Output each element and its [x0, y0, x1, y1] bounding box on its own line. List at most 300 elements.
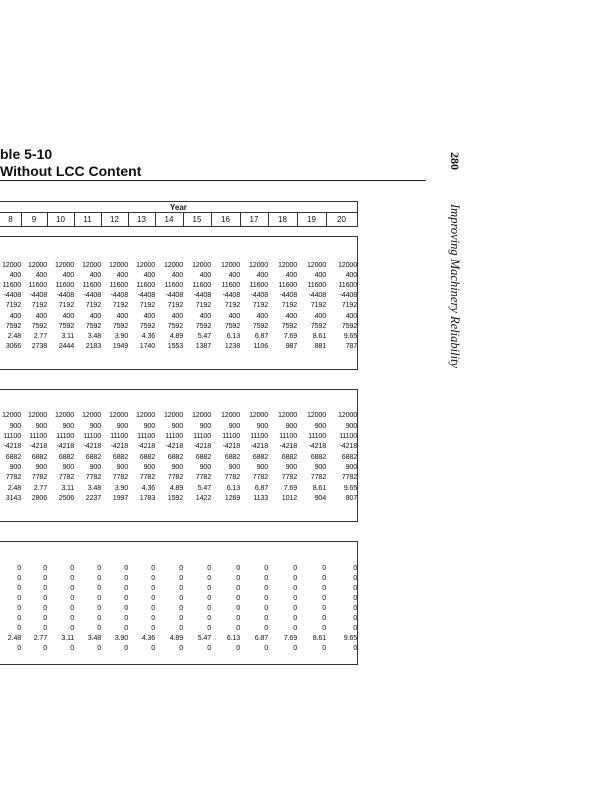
- table-cell: 12000: [307, 260, 326, 269]
- table-cell: 0: [124, 593, 128, 602]
- table-cell: 7592: [58, 321, 74, 330]
- table-cell: 0: [17, 613, 21, 622]
- table-cell: 5.47: [197, 633, 211, 642]
- table-cell: 7192: [310, 300, 326, 309]
- table-cell: 7592: [139, 321, 155, 330]
- table-cell: 0: [353, 593, 357, 602]
- table-cell: 12000: [109, 410, 128, 419]
- year-column-header: 11: [83, 215, 92, 224]
- table-cell: 0: [236, 613, 240, 622]
- table-cell: 2506: [58, 493, 74, 502]
- table-cell: 900: [199, 462, 211, 471]
- table-cell: 900: [345, 462, 357, 471]
- table-cell: 7192: [5, 300, 21, 309]
- table-cell: -4218: [193, 441, 211, 450]
- table-cell: 0: [236, 583, 240, 592]
- table-cell: 0: [70, 573, 74, 582]
- table-cell: 0: [207, 643, 211, 652]
- table-cell: 12000: [55, 260, 74, 269]
- table-cell: 12000: [2, 410, 21, 419]
- table-cell: 987: [285, 341, 297, 350]
- table-cell: 7782: [252, 472, 268, 481]
- table-cell: 11600: [307, 280, 326, 289]
- year-column-header: 12: [110, 215, 119, 224]
- table-cell: 0: [151, 583, 155, 592]
- table-cell: 900: [256, 421, 268, 430]
- table-cell: 11100: [279, 431, 297, 440]
- table-cell: 2.77: [33, 633, 47, 642]
- year-column-header: 18: [278, 215, 287, 224]
- table-cell: 7782: [310, 472, 326, 481]
- table-cell: -4218: [83, 441, 101, 450]
- table-cell: 12000: [307, 410, 326, 419]
- table-cell: 2183: [85, 341, 101, 350]
- table-cell: 8.61: [312, 633, 326, 642]
- table-cell: 400: [199, 270, 211, 279]
- table-cell: -4408: [193, 290, 211, 299]
- table-cell: 0: [151, 573, 155, 582]
- table-cell: 400: [171, 311, 183, 320]
- table-cell: 900: [35, 462, 47, 471]
- table-cell: 900: [199, 421, 211, 430]
- table-cell: 7782: [341, 472, 357, 481]
- table-cell: 11600: [109, 280, 128, 289]
- table-cell: 3.11: [61, 633, 74, 642]
- table-cell: 7592: [167, 321, 183, 330]
- table-cell: 6882: [58, 452, 74, 461]
- table-cell: 1553: [167, 341, 183, 350]
- table-cell: 0: [264, 593, 268, 602]
- table-cell: 400: [9, 270, 21, 279]
- table-cell: 4.89: [169, 483, 183, 492]
- table-cell: 6882: [281, 452, 297, 461]
- table-cell: 900: [314, 421, 326, 430]
- table-caption: [0, 146, 141, 180]
- table-cell: 11600: [278, 280, 297, 289]
- table-cell: 12000: [136, 410, 155, 419]
- table-cell: -4408: [308, 290, 326, 299]
- year-column-header: 9: [31, 215, 37, 224]
- table-cell: 900: [314, 462, 326, 471]
- table-cell: 0: [17, 603, 21, 612]
- table-cell: 4.36: [141, 483, 155, 492]
- table-cell: 7192: [341, 300, 357, 309]
- table-cell: 7.69: [283, 331, 297, 340]
- table-cell: 11100: [29, 431, 47, 440]
- table-cell: -4218: [165, 441, 183, 450]
- table-cell: 1133: [253, 493, 268, 502]
- table-cell: 11600: [28, 280, 47, 289]
- table-cell: 3.48: [87, 633, 101, 642]
- table-cell: 0: [207, 603, 211, 612]
- table-cell: 11100: [250, 431, 268, 440]
- table-cell: 0: [179, 613, 183, 622]
- table-cell: 9.65: [343, 331, 357, 340]
- table-title: Without LCC Content: [0, 163, 142, 179]
- table-cell: 0: [17, 573, 21, 582]
- table-cell: 1012: [281, 493, 297, 502]
- table-cell: 0: [124, 643, 128, 652]
- table-cell: 400: [89, 311, 101, 320]
- table-cell: 7782: [112, 472, 128, 481]
- year-column-header: 17: [249, 215, 259, 224]
- table-cell: 3143: [5, 493, 21, 502]
- table-cell: 12000: [338, 410, 357, 419]
- table-cell: 6882: [139, 452, 155, 461]
- year-column-header: 8: [8, 215, 13, 224]
- table-cell: 12000: [28, 410, 47, 419]
- table-cell: 11600: [192, 280, 211, 289]
- table-cell: 0: [43, 593, 47, 602]
- table-cell: 904: [314, 493, 326, 502]
- table-cell: 900: [228, 421, 240, 430]
- table-cell: 900: [285, 421, 297, 430]
- table-cell: 0: [264, 643, 268, 652]
- table-cell: 0: [151, 603, 155, 612]
- table-cell: 0: [179, 603, 183, 612]
- table-cell: 0: [322, 593, 326, 602]
- table-cell: 400: [143, 270, 155, 279]
- table-cell: 11600: [2, 280, 21, 289]
- table-cell: -4408: [279, 290, 297, 299]
- table-panel-3: [0, 541, 358, 665]
- table-cell: 1269: [224, 493, 240, 502]
- table-cell: 7592: [31, 321, 47, 330]
- table-cell: 0: [322, 643, 326, 652]
- table-cell: 9.65: [343, 633, 357, 642]
- table-cell: 11100: [339, 431, 357, 440]
- table-cell: 7782: [58, 472, 74, 481]
- table-cell: 0: [293, 593, 297, 602]
- table-cell: 0: [151, 563, 155, 572]
- table-cell: 11600: [164, 280, 183, 289]
- table-cell: 900: [171, 462, 183, 471]
- table-cell: 1238: [224, 341, 240, 350]
- table-cell: 11600: [249, 280, 268, 289]
- table-cell: 0: [70, 643, 74, 652]
- table-cell: 6.87: [254, 483, 268, 492]
- table-cell: 0: [207, 623, 211, 632]
- table-cell: 0: [97, 573, 101, 582]
- table-cell: 0: [322, 623, 326, 632]
- table-cell: 7592: [112, 321, 128, 330]
- table-cell: 0: [179, 643, 183, 652]
- table-cell: 0: [70, 583, 74, 592]
- table-cell: 12000: [82, 410, 101, 419]
- table-cell: 400: [285, 311, 297, 320]
- table-cell: 7592: [281, 321, 297, 330]
- table-cell: 400: [116, 311, 128, 320]
- table-cell: 0: [207, 573, 211, 582]
- table-cell: -4218: [56, 441, 74, 450]
- table-cell: 1740: [139, 341, 155, 350]
- table-cell: 7192: [31, 300, 47, 309]
- year-rule: [0, 212, 358, 213]
- table-cell: -4408: [222, 290, 240, 299]
- table-cell: 11100: [56, 431, 74, 440]
- table-cell: -4408: [3, 290, 21, 299]
- running-head: [442, 152, 472, 402]
- table-cell: 7.69: [283, 633, 297, 642]
- year-column-header: 19: [307, 215, 316, 224]
- table-cell: 7592: [224, 321, 240, 330]
- table-cell: 7.69: [283, 483, 297, 492]
- table-cell: 0: [264, 573, 268, 582]
- table-cell: 12000: [249, 410, 268, 419]
- table-cell: 0: [97, 643, 101, 652]
- table-cell: 0: [179, 593, 183, 602]
- table-cell: 7192: [252, 300, 268, 309]
- table-cell: 4.89: [169, 633, 183, 642]
- table-cell: 400: [9, 311, 21, 320]
- table-cell: 11600: [221, 280, 240, 289]
- table-cell: 1387: [195, 341, 211, 350]
- table-cell: 0: [179, 573, 183, 582]
- table-cell: 3066: [5, 341, 21, 350]
- table-cell: 7782: [281, 472, 297, 481]
- table-cell: 11600: [55, 280, 74, 289]
- table-cell: 0: [293, 573, 297, 582]
- table-cell: 0: [43, 583, 47, 592]
- table-cell: 900: [285, 462, 297, 471]
- table-cell: 1997: [112, 493, 128, 502]
- table-cell: 0: [151, 613, 155, 622]
- table-cell: 11600: [338, 280, 357, 289]
- table-cell: 900: [143, 462, 155, 471]
- table-cell: 6.13: [226, 331, 240, 340]
- table-cell: 12000: [221, 410, 240, 419]
- table-cell: 400: [62, 270, 74, 279]
- table-cell: 900: [228, 462, 240, 471]
- table-cell: 0: [264, 583, 268, 592]
- table-cell: 400: [228, 270, 240, 279]
- table-cell: 0: [236, 603, 240, 612]
- table-cell: -4218: [250, 441, 268, 450]
- table-cell: 787: [345, 341, 357, 350]
- table-cell: 0: [17, 623, 21, 632]
- table-cell: 0: [151, 643, 155, 652]
- table-cell: 7592: [85, 321, 101, 330]
- table-cell: 900: [116, 421, 128, 430]
- table-cell: 807: [345, 493, 357, 502]
- table-cell: 900: [35, 421, 47, 430]
- table-cell: -4218: [339, 441, 357, 450]
- table-cell: 0: [264, 603, 268, 612]
- table-cell: 0: [124, 563, 128, 572]
- table-cell: 6882: [252, 452, 268, 461]
- table-cell: 6882: [112, 452, 128, 461]
- table-cell: 0: [236, 573, 240, 582]
- table-panel-1: [0, 236, 358, 370]
- table-cell: 900: [62, 462, 74, 471]
- page-number: 280: [448, 152, 462, 170]
- table-cell: 12000: [164, 260, 183, 269]
- table-cell: 6.13: [226, 483, 240, 492]
- table-cell: 0: [264, 563, 268, 572]
- table-cell: 0: [70, 563, 74, 572]
- table-cell: 7782: [224, 472, 240, 481]
- table-cell: 0: [322, 563, 326, 572]
- table-cell: 3.90: [114, 633, 128, 642]
- table-cell: 7782: [167, 472, 183, 481]
- table-cell: 0: [322, 583, 326, 592]
- table-cell: 400: [143, 311, 155, 320]
- table-cell: 0: [293, 623, 297, 632]
- table-cell: 12000: [278, 260, 297, 269]
- table-cell: 0: [236, 623, 240, 632]
- year-column-header: 15: [192, 215, 202, 224]
- table-cell: 0: [353, 583, 357, 592]
- table-cell: 7192: [195, 300, 211, 309]
- table-cell: 12000: [28, 260, 47, 269]
- table-cell: 12000: [2, 260, 21, 269]
- table-cell: 400: [35, 311, 47, 320]
- table-cell: 0: [353, 643, 357, 652]
- table-cell: 12000: [249, 260, 268, 269]
- table-cell: 12000: [55, 410, 74, 419]
- table-cell: 12000: [136, 260, 155, 269]
- year-column-header: 16: [221, 215, 230, 224]
- table-cell: 7192: [167, 300, 183, 309]
- table-cell: 0: [179, 623, 183, 632]
- table-cell: 0: [353, 603, 357, 612]
- table-cell: 881: [314, 341, 326, 350]
- table-cell: 0: [70, 613, 74, 622]
- table-cell: 0: [124, 623, 128, 632]
- table-cell: 0: [293, 603, 297, 612]
- table-cell: 0: [353, 573, 357, 582]
- table-cell: 2.48: [7, 331, 21, 340]
- table-cell: 0: [43, 623, 47, 632]
- table-cell: 0: [124, 573, 128, 582]
- table-cell: 1592: [167, 493, 183, 502]
- table-cell: 0: [236, 563, 240, 572]
- table-cell: 11100: [308, 431, 326, 440]
- table-cell: 0: [43, 563, 47, 572]
- table-cell: 12000: [221, 260, 240, 269]
- table-cell: -4408: [137, 290, 155, 299]
- table-cell: 1949: [112, 341, 128, 350]
- table-cell: 0: [207, 583, 211, 592]
- table-cell: 7782: [85, 472, 101, 481]
- table-cell: 12000: [338, 260, 357, 269]
- table-cell: -4218: [308, 441, 326, 450]
- table-cell: 7592: [252, 321, 268, 330]
- table-cell: 0: [17, 643, 21, 652]
- table-cell: -4408: [29, 290, 47, 299]
- table-cell: 7592: [195, 321, 211, 330]
- table-cell: 1422: [195, 493, 211, 502]
- table-cell: -4218: [3, 441, 21, 450]
- table-cell: 12000: [192, 260, 211, 269]
- table-cell: 0: [70, 603, 74, 612]
- table-cell: 0: [179, 583, 183, 592]
- table-cell: 11100: [83, 431, 101, 440]
- table-cell: 7782: [139, 472, 155, 481]
- table-cell: 3.11: [61, 483, 74, 492]
- table-cell: -4218: [110, 441, 128, 450]
- table-cell: 0: [17, 593, 21, 602]
- table-cell: 11100: [222, 431, 240, 440]
- table-cell: 2806: [31, 493, 47, 502]
- table-cell: 12000: [82, 260, 101, 269]
- table-cell: 0: [353, 563, 357, 572]
- table-cell: 0: [43, 573, 47, 582]
- table-cell: 400: [256, 311, 268, 320]
- table-cell: 4.89: [169, 331, 183, 340]
- year-column-header: 13: [137, 215, 146, 224]
- table-cell: 0: [207, 593, 211, 602]
- table-cell: 2.77: [33, 331, 47, 340]
- table-cell: 12000: [164, 410, 183, 419]
- table-cell: 0: [124, 613, 128, 622]
- table-cell: 12000: [278, 410, 297, 419]
- table-cell: 0: [322, 603, 326, 612]
- table-cell: 0: [17, 583, 21, 592]
- table-cell: 2237: [85, 493, 101, 502]
- table-cell: 12000: [192, 410, 211, 419]
- table-cell: -4408: [250, 290, 268, 299]
- table-cell: 11600: [136, 280, 155, 289]
- table-cell: 0: [43, 603, 47, 612]
- table-cell: 2.48: [7, 633, 21, 642]
- table-cell: 0: [97, 583, 101, 592]
- table-cell: 3.48: [87, 483, 101, 492]
- table-cell: 400: [199, 311, 211, 320]
- year-column-header: 20: [337, 215, 346, 224]
- table-cell: 0: [293, 643, 297, 652]
- table-cell: 0: [97, 593, 101, 602]
- table-cell: 0: [322, 573, 326, 582]
- table-cell: 400: [171, 270, 183, 279]
- table-cell: 900: [9, 462, 21, 471]
- table-cell: 5.47: [197, 483, 211, 492]
- table-cell: 3.48: [87, 331, 101, 340]
- table-cell: 0: [70, 623, 74, 632]
- table-cell: 0: [70, 593, 74, 602]
- table-cell: 4.36: [141, 633, 155, 642]
- table-cell: 0: [207, 613, 211, 622]
- table-cell: 4.36: [141, 331, 155, 340]
- table-cell: 0: [236, 593, 240, 602]
- table-cell: -4218: [222, 441, 240, 450]
- table-cell: 900: [116, 462, 128, 471]
- table-cell: 11100: [193, 431, 211, 440]
- table-cell: 900: [89, 462, 101, 471]
- table-cell: 7782: [31, 472, 47, 481]
- table-cell: 6882: [195, 452, 211, 461]
- table-cell: 0: [293, 563, 297, 572]
- table-cell: 11100: [137, 431, 155, 440]
- table-cell: -4408: [56, 290, 74, 299]
- table-cell: 400: [35, 270, 47, 279]
- table-cell: 5.47: [197, 331, 211, 340]
- book-title: Improving Machinery Reliability: [448, 204, 462, 369]
- year-header: [0, 201, 358, 227]
- table-cell: 900: [345, 421, 357, 430]
- table-cell: 6882: [5, 452, 21, 461]
- table-cell: 7782: [195, 472, 211, 481]
- table-cell: 6882: [85, 452, 101, 461]
- table-cell: 6882: [310, 452, 326, 461]
- table-cell: 0: [293, 583, 297, 592]
- table-cell: 400: [314, 270, 326, 279]
- table-cell: -4408: [110, 290, 128, 299]
- table-cell: 1783: [139, 493, 155, 502]
- table-cell: 9.65: [343, 483, 357, 492]
- table-cell: 400: [62, 311, 74, 320]
- table-cell: 0: [124, 583, 128, 592]
